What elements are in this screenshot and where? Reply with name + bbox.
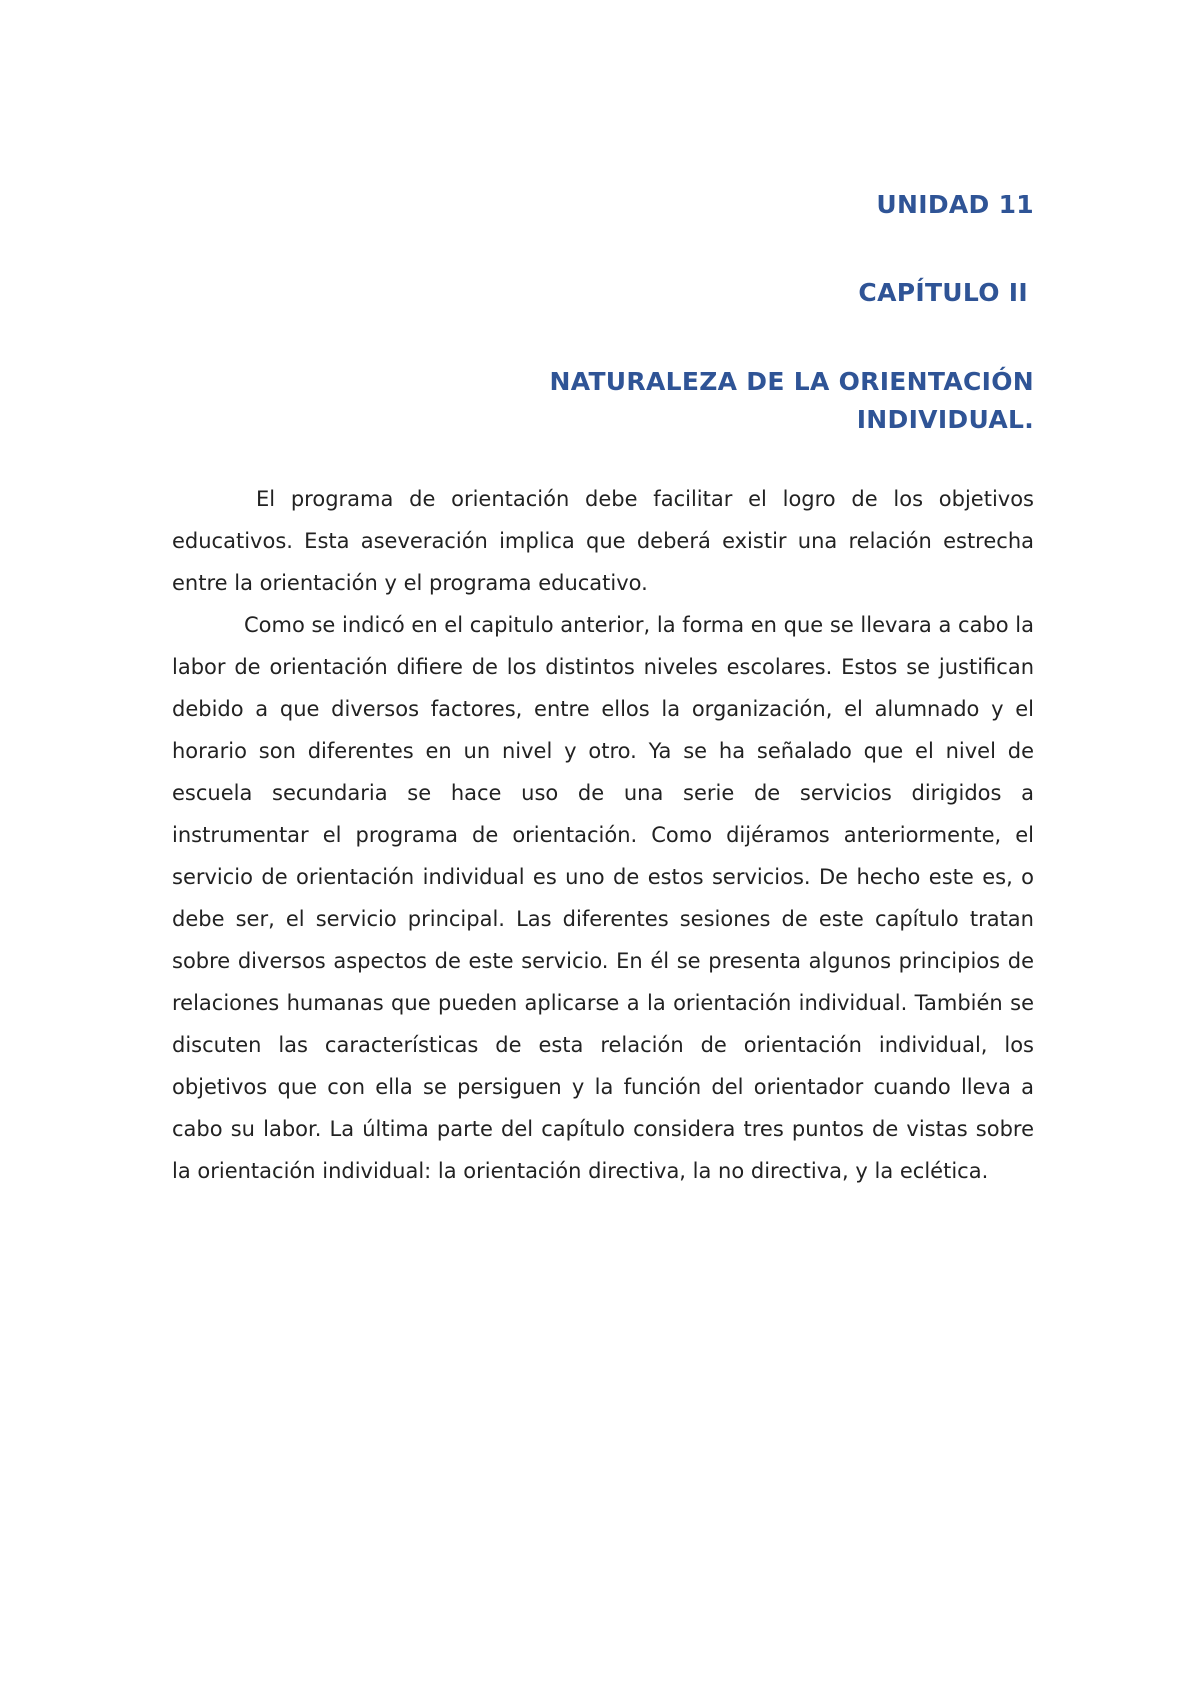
- section-title-line-1: NATURALEZA DE LA ORIENTACIÓN: [549, 367, 1034, 396]
- body-text: [172, 478, 1034, 1192]
- section-title-line-2: INDIVIDUAL.: [856, 405, 1034, 434]
- paragraph-2: Como se indicó en el capitulo anterior, la forma en que se llevara a cabo la labor de orientación difiere de los distintos niveles escolares. Estos se justifican debido a que diversos factores, entre ellos la organización, el alumnado y el horario son diferentes en un nivel y otro. Ya se ha señalado que el nivel de escuela secundaria se hace uso de una serie de servicios dirigidos a instrumentar el programa de orientación. Como dijéramos anteriormente, el servicio de orientación individual es uno de estos servicios. De hecho este es, o debe ser, el servicio principal. Las diferentes sesiones de este capítulo tratan sobre diversos aspectos de este servicio. En él se presenta algunos principios de relaciones humanas que pueden aplicarse a la orientación individual. También se discuten las características de esta relación de orientación individual, los objetivos que con ella se persiguen y la función del orientador cuando lleva a cabo su labor. La última parte del capítulo considera tres puntos de vistas sobre la orientación individual: la orientación directiva, la no directiva, y la eclética.: [172, 613, 1034, 1183]
- section-title: [550, 363, 1034, 439]
- chapter-heading: CAPÍTULO II: [858, 278, 1028, 307]
- paragraph-1: El programa de orientación debe facilitar el logro de los objetivos educativos. Esta aseveración implica que deberá existir una relación estrecha entre la orientación y el programa educativo.: [172, 487, 1034, 595]
- unit-heading: UNIDAD 11: [876, 190, 1034, 219]
